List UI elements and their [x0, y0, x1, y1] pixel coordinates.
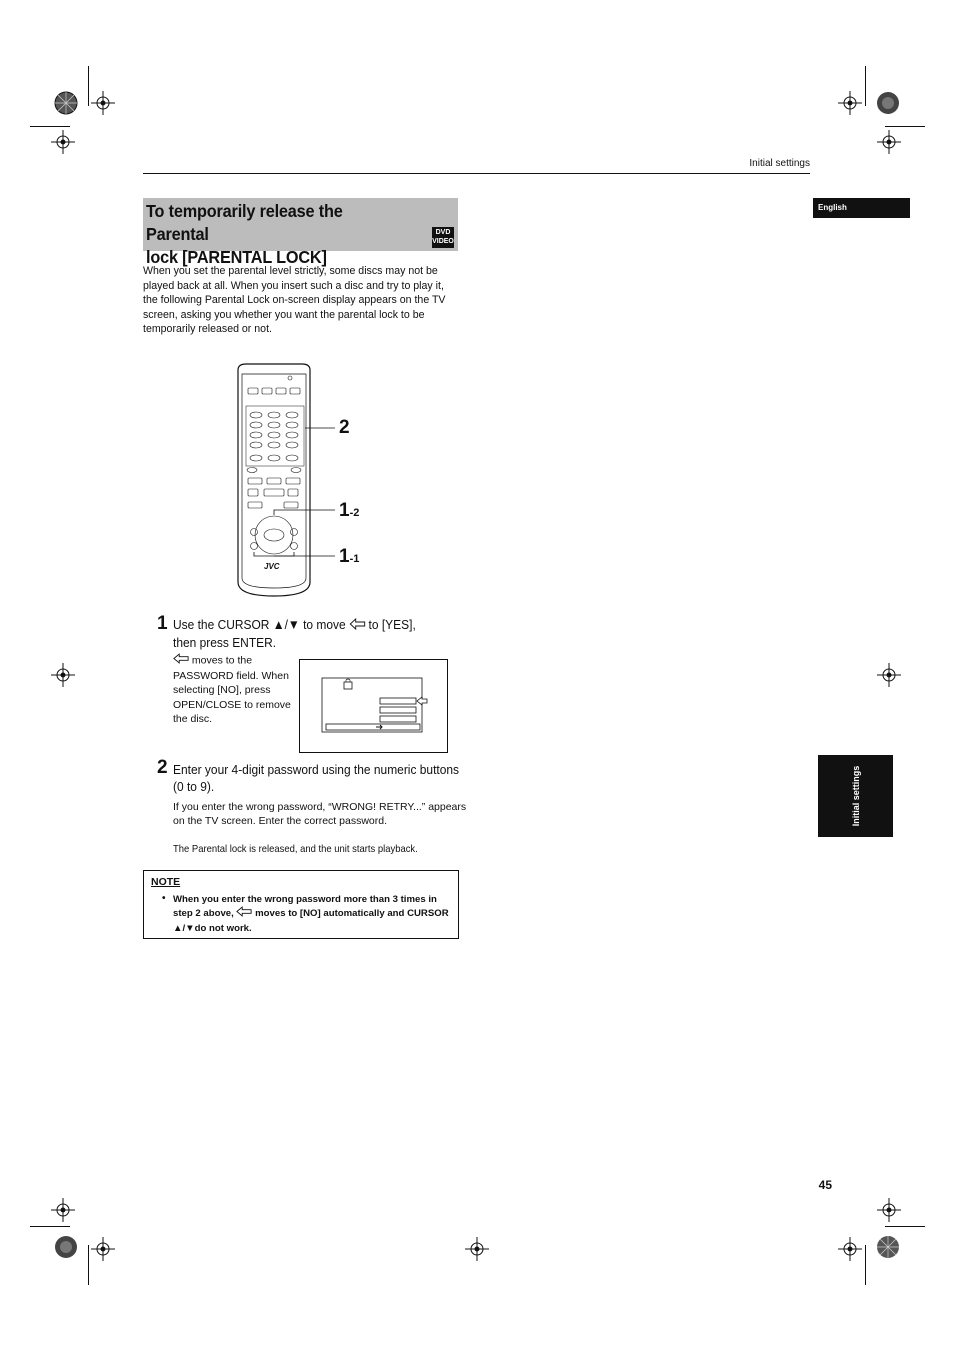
step-1-note-part1: moves to the: [191, 654, 253, 667]
remote-callout-1-2: [339, 500, 359, 522]
crop-line: [885, 126, 925, 127]
language-tab: [813, 198, 910, 218]
side-tab-label: Initial settings: [850, 765, 861, 827]
intro-paragraph: When you set the parental level strictly, some discs may not be played back at all. When you insert such a disc and try to play it, the following Parental Lock on-screen display appears on the TV screen, asking you whether you want the parental lock to be temporarily released or not.: [143, 265, 446, 336]
registration-mark-icon: [866, 81, 910, 125]
note-title: NOTE: [151, 876, 181, 888]
crosshair-target-icon: [91, 1237, 115, 1261]
crosshair-target-icon: [465, 1237, 489, 1261]
step-1-note-rest: PASSWORD field. When selecting [NO], press OPEN/CLOSE to remove the disc.: [173, 669, 291, 726]
remote-callout-1-2-number: 1: [339, 500, 350, 521]
step-2-number: 2: [157, 757, 168, 778]
crosshair-target-icon: [51, 130, 75, 154]
step-1-text-part1: Use the CURSOR ▲/▼ to move: [173, 617, 346, 632]
language-tab-label: English: [818, 203, 847, 212]
step-1-number: 1: [157, 613, 168, 634]
dvd-badge-line1: DVD: [435, 229, 451, 236]
step-1-text-line2: then press ENTER.: [173, 634, 277, 650]
header-rule: [143, 173, 810, 174]
crosshair-target-icon: [51, 1198, 75, 1222]
crosshair-target-icon: [838, 91, 862, 115]
crop-line: [88, 1245, 89, 1285]
crosshair-target-icon: [91, 91, 115, 115]
registration-mark-icon: [866, 1225, 910, 1269]
page-number: 45: [818, 1178, 832, 1192]
crop-line: [865, 66, 866, 106]
note-text-part1: When you enter the wrong password more than 3 times in step 2 above,: [173, 894, 437, 920]
crosshair-target-icon: [877, 1198, 901, 1222]
remote-callout-1-1-number: 1: [339, 546, 350, 567]
remote-brand-logo: JVC: [264, 562, 280, 571]
note-text-part2: moves to [NO] automatically and CURSOR ▲/▼do not work.: [173, 908, 449, 934]
crosshair-target-icon: [877, 130, 901, 154]
dvd-badge-line2: VIDEO: [432, 238, 454, 245]
note-text: [173, 893, 455, 935]
note-bullet: •: [162, 893, 166, 904]
header-section-label: Initial settings: [749, 158, 810, 169]
remote-callout-1-1: [339, 546, 359, 568]
crop-line: [885, 1226, 925, 1227]
step-2-instruction: Enter your 4-digit password using the numeric buttons (0 to 9).: [173, 762, 460, 794]
crop-line: [865, 1245, 866, 1285]
step-2-result: The Parental lock is released, and the unit starts playback.: [173, 843, 418, 855]
remote-callout-1-1-suffix: -1: [349, 553, 360, 565]
side-section-tab: [818, 755, 893, 837]
crosshair-target-icon: [51, 663, 75, 687]
crop-line: [30, 1226, 70, 1227]
step-1-note: [173, 653, 303, 727]
step-1-instruction: [173, 616, 452, 651]
section-title: [146, 200, 406, 269]
pointer-arrow-icon: [349, 617, 365, 634]
parental-lock-osd-illustration: [299, 659, 448, 753]
registration-mark-icon: [44, 1225, 88, 1269]
remote-control-illustration: [230, 360, 370, 600]
registration-mark-icon: [44, 81, 88, 125]
step-2-note: If you enter the wrong password, “WRONG! RETRY...” appears on the TV screen. Enter the correct password.: [173, 801, 467, 828]
dvd-video-badge-icon: [432, 227, 454, 248]
crosshair-target-icon: [877, 663, 901, 687]
remote-callout-1-2-suffix: -2: [349, 507, 360, 519]
section-title-line2: lock [PARENTAL LOCK]: [146, 247, 327, 267]
step-1-text-part2: to [YES],: [368, 617, 416, 632]
crosshair-target-icon: [838, 1237, 862, 1261]
pointer-arrow-icon: [173, 653, 189, 669]
crop-line: [30, 126, 70, 127]
crop-line: [88, 66, 89, 106]
remote-callout-2: 2: [339, 417, 350, 438]
section-title-line1: To temporarily release the Parental: [146, 201, 343, 244]
pointer-arrow-icon: [236, 906, 252, 921]
